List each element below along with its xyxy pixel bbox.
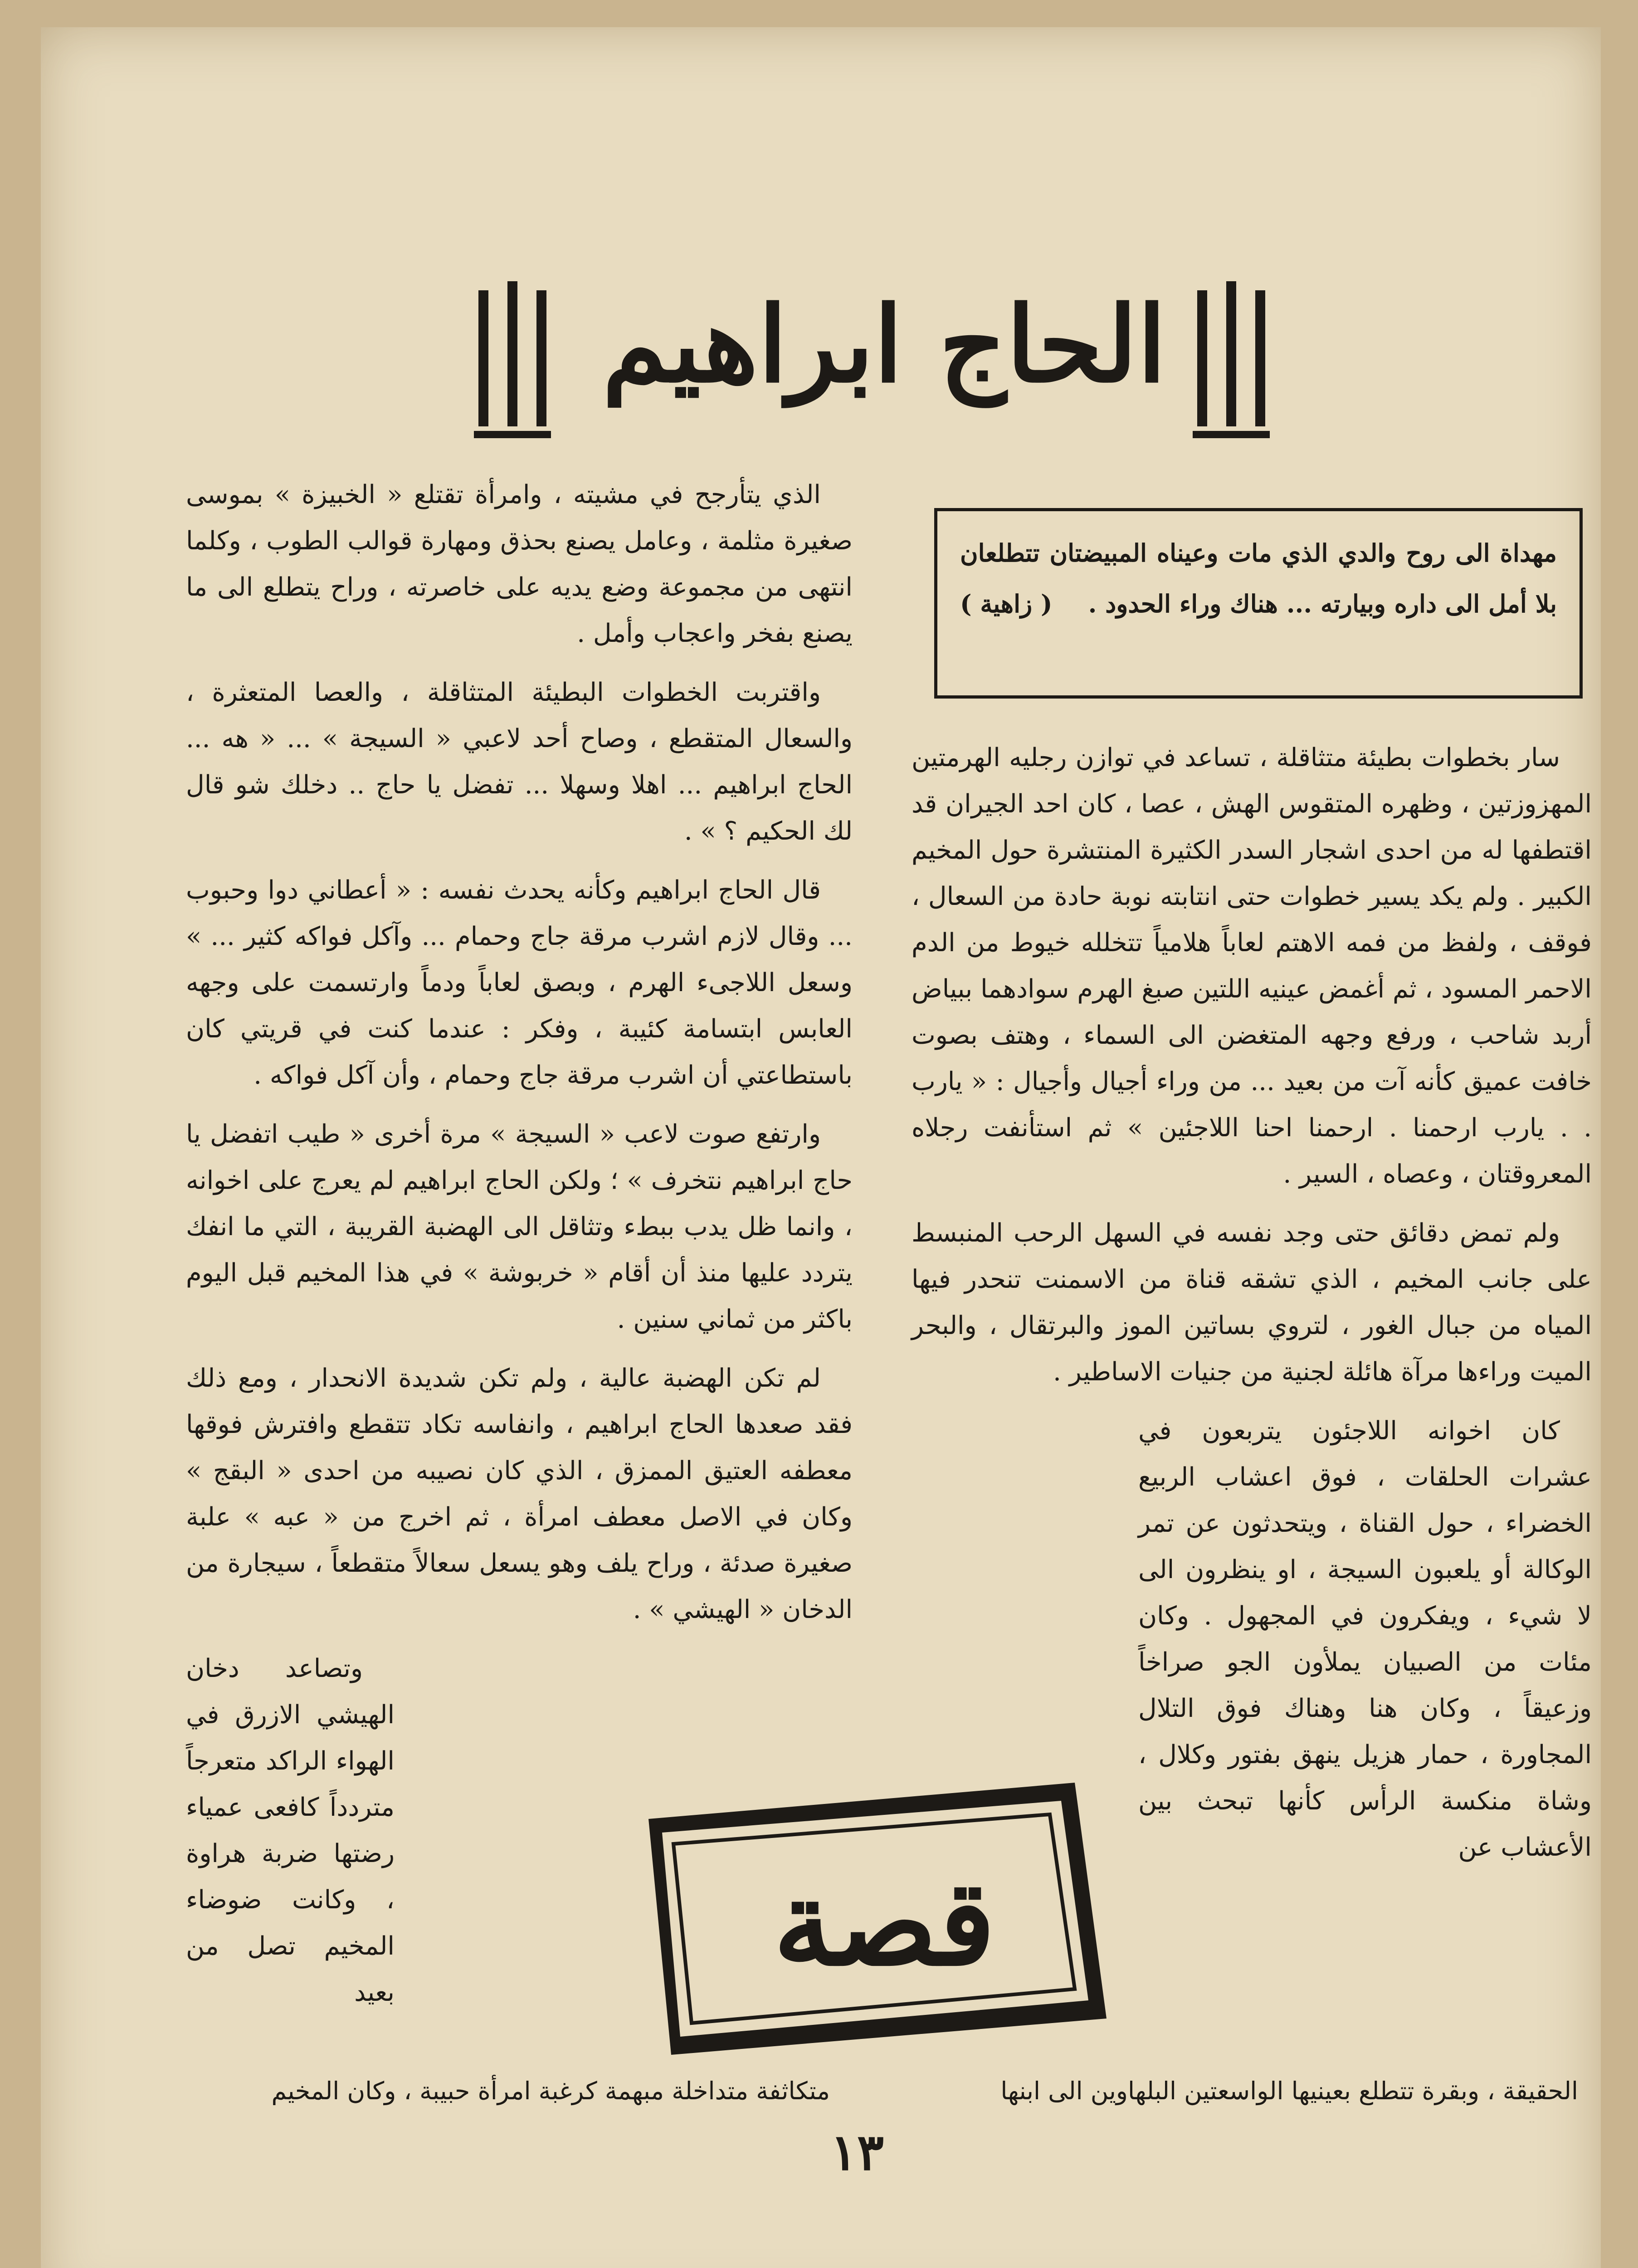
paragraph: ولم تمض دقائق حتى وجد نفسه في السهل الرحب المنبسط على جانب المخيم ، الذي تشقه قناة من الاسمنت تنحدر فيها المياه من جبال الغور ، لتروي بساتين الموز والبرتقال ، والبحر الميت وراءها مرآة هائلة لجنية من جنيات الاساطير . — [912, 1218, 1592, 1387]
dedication-box — [934, 508, 1583, 699]
title-ornament-right — [1197, 272, 1265, 426]
title-container — [476, 263, 1292, 426]
story-title: الحاج ابراهيم — [602, 284, 1166, 406]
paragraph: وتصاعد دخان الهيشي الازرق في الهواء الراكد متعرجاً متردداً كافعى عمياء رضتها ضربة هراوة ، وكانت ضوضاء المخيم تصل من بعيد — [186, 1654, 395, 2007]
magazine-page — [41, 27, 1601, 2268]
paragraph: وارتفع صوت لاعب « السيجة » مرة أخرى « طيب اتفضل يا حاج ابراهيم نتخرف » ؛ ولكن الحاج ابراهيم لم يعرج على اخوانه ، وانما ظل يدب ببطء وتثاقل الى الهضبة القريبة ، التي ما انفك يتردد عليها منذ أن أقام « خربوشة » في هذا المخيم قبل اليوم باكثر من ثماني سنين . — [186, 1119, 853, 1334]
paragraph: كان اخوانه اللاجئون يتربعون في عشرات الحلقات ، فوق اعشاب الربيع الخضراء ، حول القناة ، ويتحدثون عن تمر الوكالة أو يلعبون السيجة ، او ينظرون الى لا شيء ، ويفكرون في المجهول . وكان مئات من الصبيان يملأون الجو صراخاً وزعيقاً ، وكان هنا وهناك فوق التلال المجاورة ، حمار هزيل ينهق بفتور وكلال ، وشاة منكسة الرأس كأنها تبحث بين الأعشاب عن — [1138, 1416, 1592, 1862]
paragraph: الذي يتأرجح في مشيته ، وامرأة تقتلع « الخبيزة » بموسى صغيرة مثلمة ، وعامل يصنع بحذق ومهارة قوالب الطوب ، وكلما انتهى من مجموعة وضع يديه على خاصرته ، وراح يتطلع الى ما يصنع بفخر واعجاب وأمل . — [186, 480, 853, 648]
paragraph: قال الحاج ابراهيم وكأنه يحدث نفسه : « أعطاني دوا وحبوب ... وقال لازم اشرب مرقة جاج وحمام ... وآكل فواكه كثير ... » وسعل اللاجىء الهرم ، وبصق لعاباً ودماً وارتسمت على وجهه العابس ابتسامة كئيبة ، وفكر : عندما كنت في قريتي كان باستطاعتي أن اشرب مرقة جاج وحمام ، وأن آكل فواكه . — [186, 875, 853, 1090]
paragraph: سار بخطوات بطيئة متثاقلة ، تساعد في توازن رجليه الهرمتين المهزوزتين ، وظهره المتقوس الهش ، عصا ، كان احد الجيران قد اقتطفها له من احدى اشجار السدر الكثيرة المنتشرة حول المخيم الكبير . ولم يكد يسير خطوات حتى انتابته نوبة حادة من السعال ، فوقف ، ولفظ من فمه الاهتم لعاباً هلامياً تتخلله خيوط من الدم الاحمر المسود ، ثم أغمض عينيه اللتين صبغ الهرم سوادهما ببياض أربد شاحب ، ورفع وجهه المتغضن الى السماء ، وهتف بصوت خافت عميق كأنه آت من بعيد ... من وراء أجيال وأجيال : « يارب . . يارب ارحمنا . ارحمنا احنا اللاجئين » ثم استأنفت رجلاه المعروقتان ، وعصاه ، السير . — [912, 743, 1592, 1189]
dedication-text: مهداة الى روح والدي الذي مات وعيناه المبيضتان تتطلعان بلا أمل الى داره وبيارته ... هناك وراء الحدود . — [960, 538, 1557, 618]
paragraph: واقتربت الخطوات البطيئة المتثاقلة ، والعصا المتعثرة ، والسعال المتقطع ، وصاح أحد لاعبي « السيجة » ... « هه ... الحاج ابراهيم ... اهلا وسهلا ... تفضل يا حاج .. دخلك شو قال لك الحكيم ؟ » . — [186, 678, 853, 846]
page-number: ١٣ — [830, 2123, 884, 2181]
paragraph: لم تكن الهضبة عالية ، ولم تكن شديدة الانحدار ، ومع ذلك فقد صعدها الحاج ابراهيم ، وانفاسه تكاد تتقطع وافترش فوقها معطفه العتيق الممزق ، الذي كان نصيبه من احدى « البقج » وكان في الاصل معطف امرأة ، ثم اخرج من « عبه » علبة صغيرة صدئة ، وراح يلف وهو يسعل سعالاً متقطعاً ، سيجارة من الدخان « الهيشي » . — [186, 1364, 853, 1624]
bottom-line-right: الحقيقة ، وبقرة تتطلع بعينيها الواسعتين البلهاوين الى ابنها — [1000, 2077, 1578, 2105]
dedication-signature: ( زاهية ) — [960, 589, 1053, 618]
logo-text: قصة — [773, 1854, 995, 1992]
bottom-line-left: متكاثفة متداخلة مبهمة كرغبة امرأة حبيبة ، وكان المخيم — [271, 2077, 830, 2105]
story-logo — [630, 1765, 1120, 2064]
